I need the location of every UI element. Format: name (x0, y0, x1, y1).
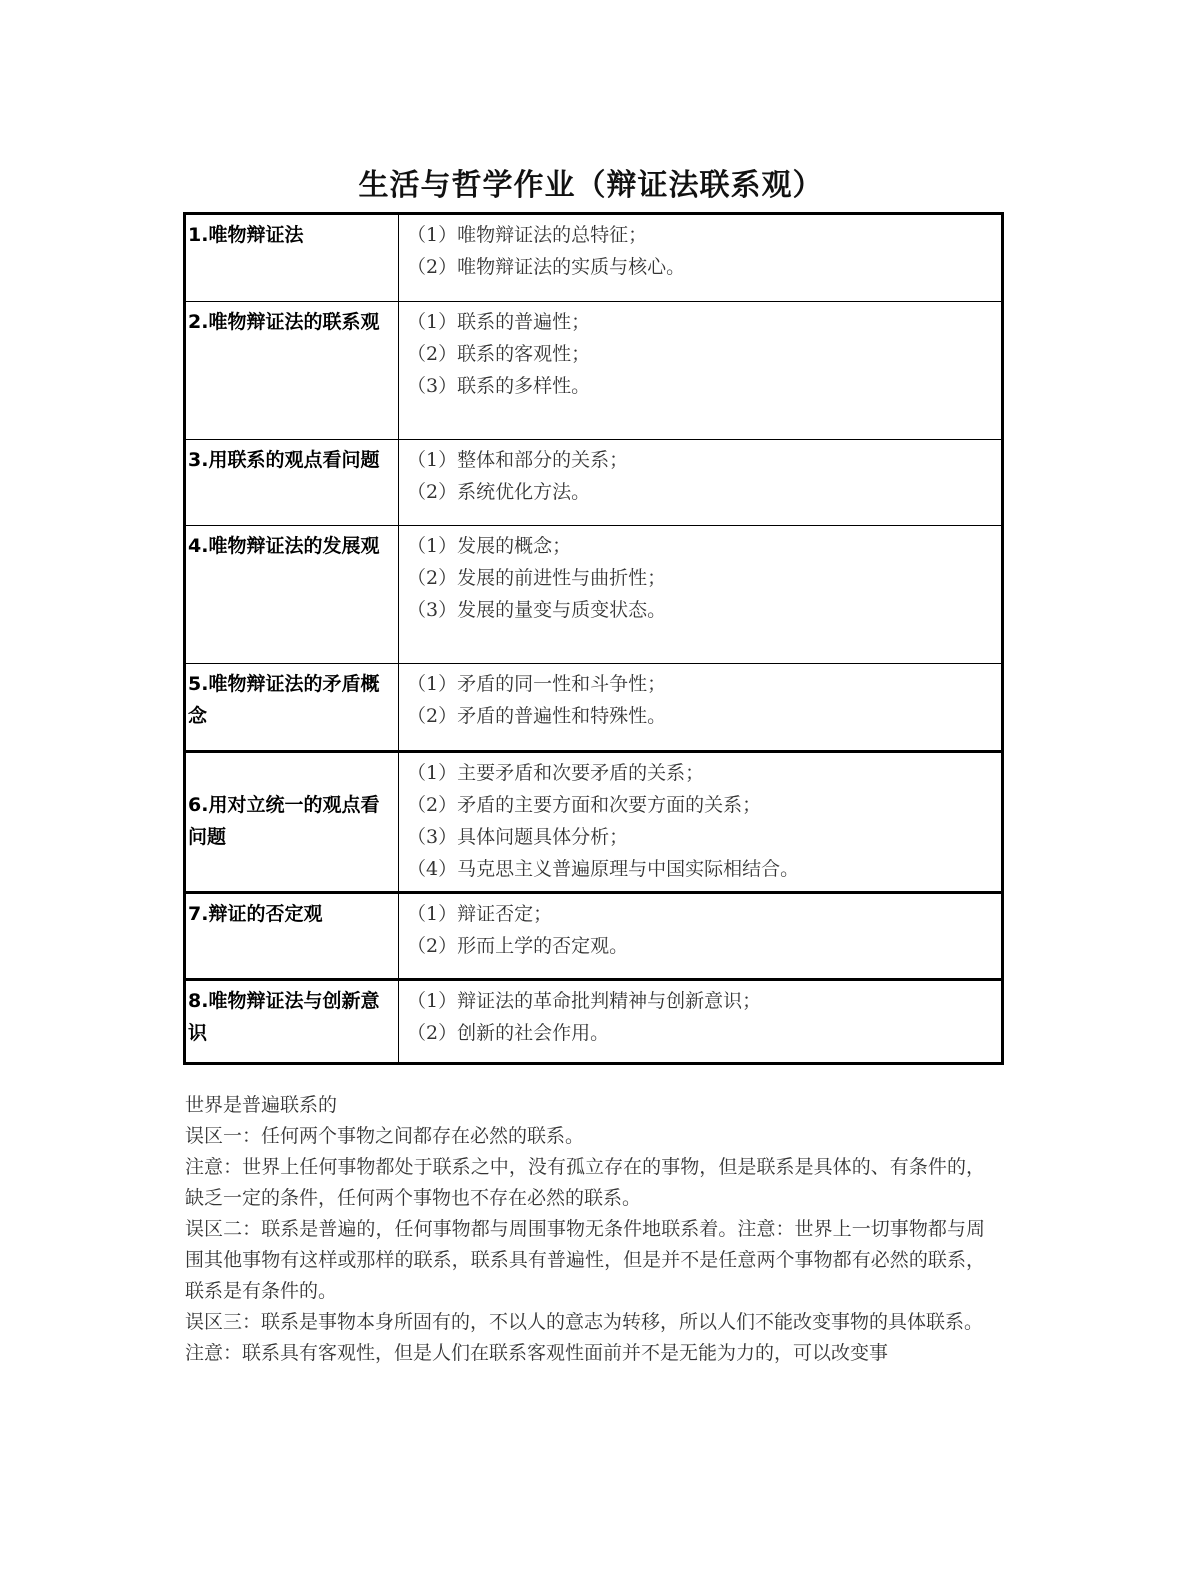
note-paragraph: 注意：世界上任何事物都处于联系之中，没有孤立存在的事物，但是联系是具体的、有条件的，缺乏一定的条件，任何两个事物也不存在必然的联系。 (185, 1156, 985, 1209)
list-item: （1）矛盾的同一性和斗争性； (407, 673, 667, 695)
table-row (185, 440, 1003, 526)
note-paragraph: 注意：联系具有客观性，但是人们在联系客观性面前并不是无能为力的，可以改变事 (185, 1342, 889, 1364)
list-item: （1）整体和部分的关系； (407, 449, 629, 471)
row-items (399, 752, 1003, 893)
list-item: （1）辩证否定； (407, 903, 553, 925)
list-item: （1）联系的普遍性； (407, 311, 591, 333)
list-item: （1）辩证法的革命批判精神与创新意识； (407, 990, 762, 1012)
list-item: （2）矛盾的普遍性和特殊性。 (407, 705, 667, 727)
row-items (399, 664, 1003, 752)
list-item: （4）马克思主义普遍原理与中国实际相结合。 (407, 858, 800, 880)
row-heading: 1.唯物辩证法 (185, 214, 399, 302)
row-heading: 7.辩证的否定观 (185, 893, 399, 980)
list-item: （2）唯物辩证法的实质与核心。 (407, 256, 686, 278)
row-items (399, 214, 1003, 302)
table-row (185, 980, 1003, 1064)
row-heading: 3.用联系的观点看问题 (185, 440, 399, 526)
list-item: （2）矛盾的主要方面和次要方面的关系； (407, 794, 762, 816)
list-item: （2）形而上学的否定观。 (407, 935, 629, 957)
list-item: （3）发展的量变与质变状态。 (407, 599, 667, 621)
row-heading: 4.唯物辩证法的发展观 (185, 526, 399, 664)
row-items (399, 526, 1003, 664)
list-item: （2）联系的客观性； (407, 343, 591, 365)
row-heading: 2.唯物辩证法的联系观 (185, 302, 399, 440)
row-items (399, 302, 1003, 440)
note-paragraph: 误区二：联系是普遍的，任何事物都与周围事物无条件地联系着。注意：世界上一切事物都与周围其他事物有这样或那样的联系，联系具有普遍性，但是并不是任意两个事物都有必然的联系，联系是有条件的。 (185, 1218, 985, 1302)
list-item: （1）主要矛盾和次要矛盾的关系； (407, 762, 705, 784)
table-row (185, 526, 1003, 664)
list-item: （3）具体问题具体分析； (407, 826, 629, 848)
document-title: 生活与哲学作业（辩证法联系观） (358, 168, 824, 203)
notes-section (185, 1090, 985, 1369)
list-item: （1）发展的概念； (407, 535, 572, 557)
note-paragraph: 误区一：任何两个事物之间都存在必然的联系。 (185, 1125, 585, 1147)
table-row (185, 893, 1003, 980)
row-heading: 8.唯物辩证法与创新意识 (185, 980, 399, 1064)
list-item: （2）创新的社会作用。 (407, 1022, 610, 1044)
row-items (399, 440, 1003, 526)
list-item: （3）联系的多样性。 (407, 375, 591, 397)
row-items (399, 893, 1003, 980)
list-item: （2）系统优化方法。 (407, 481, 591, 503)
table-row (185, 752, 1003, 893)
outline-table (183, 212, 1004, 1065)
note-paragraph: 误区三：联系是事物本身所固有的，不以人的意志为转移，所以人们不能改变事物的具体联系。 (185, 1311, 984, 1333)
notes-heading: 世界是普遍联系的 (185, 1094, 338, 1116)
list-item: （2）发展的前进性与曲折性； (407, 567, 667, 589)
list-item: （1）唯物辩证法的总特征； (407, 224, 648, 246)
row-items (399, 980, 1003, 1064)
table-row (185, 664, 1003, 752)
row-heading: 6.用对立统一的观点看问题 (185, 752, 399, 893)
table-row (185, 214, 1003, 302)
row-heading: 5.唯物辩证法的矛盾概念 (185, 664, 399, 752)
table-row (185, 302, 1003, 440)
